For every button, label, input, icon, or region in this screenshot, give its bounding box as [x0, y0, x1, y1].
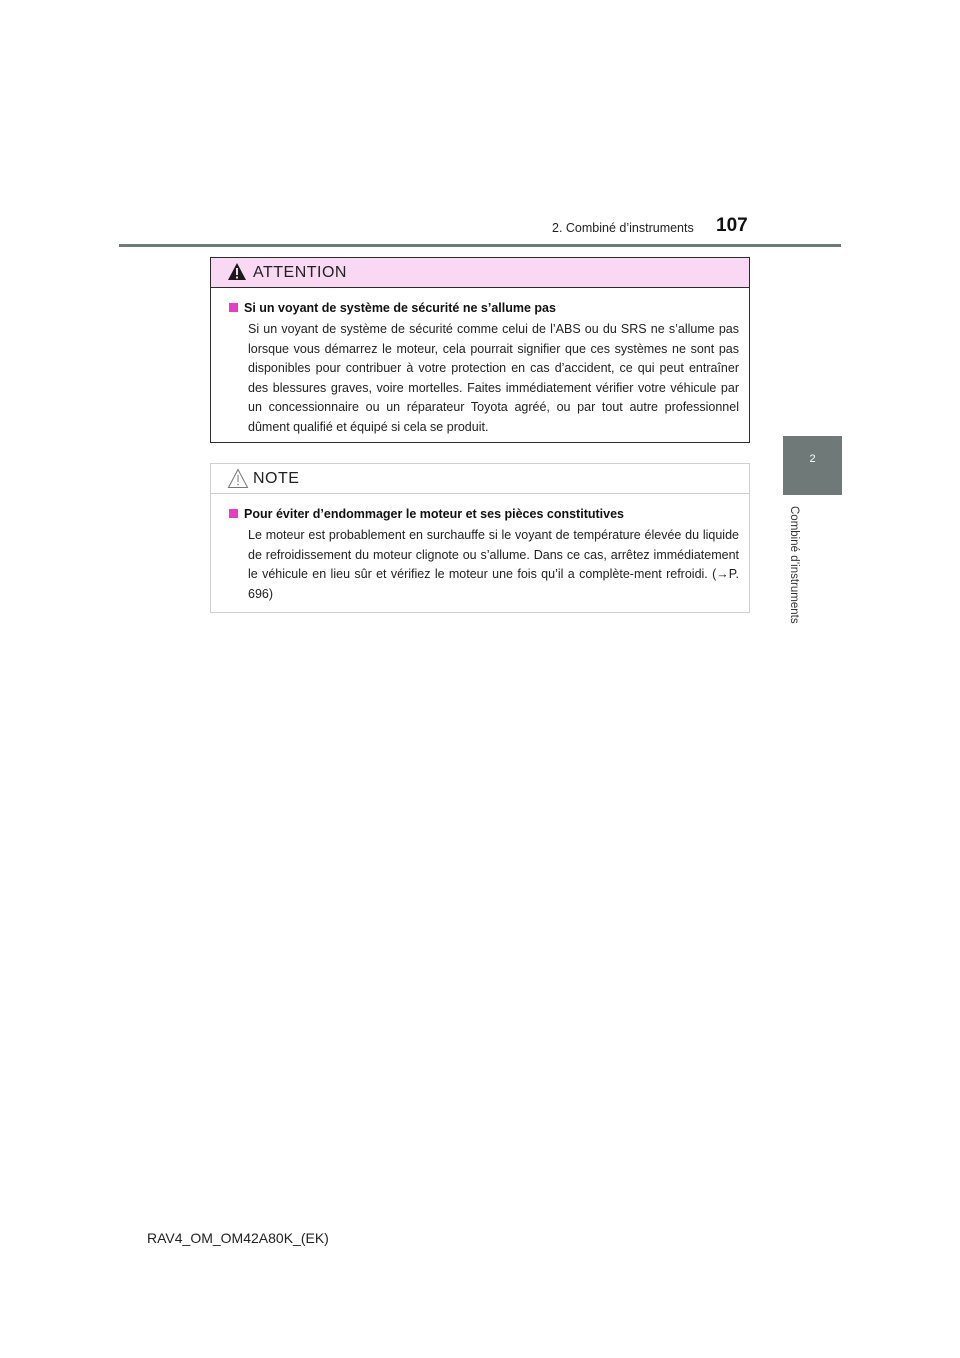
chapter-side-label: [770, 506, 818, 636]
caution-triangle-outline-icon: [227, 468, 249, 494]
square-bullet-icon: [229, 509, 238, 518]
attention-title: ATTENTION: [253, 264, 347, 281]
note-header: [211, 464, 749, 494]
attention-item-title: Si un voyant de système de sécurité ne s’allume pas: [244, 301, 556, 315]
note-item-title: Pour éviter d’endommager le moteur et ses pièces constitutives: [244, 507, 624, 521]
note-title: NOTE: [253, 470, 300, 487]
chapter-side-label-text: Combiné d’instruments: [788, 506, 800, 624]
attention-item-text: Si un voyant de système de sécurité comme celui de l’ABS ou du SRS ne s’allume pas lorsque vous démarrez le moteur, cela pourrait signifier que ces systèmes ne sont pas disponibles pour contribuer à votre protection en cas d’accident, ce qui peut entraîner des blessures graves, voire mortelles. Faites immédiatement vérifier votre véhicule par un concessionnaire ou un réparateur Toyota agréé, ou par tout autre professionnel dûment qualifié et équipé si cela se produit.: [248, 322, 739, 434]
note-item-text: Le moteur est probablement en surchauffe si le voyant de température élevée du liquide de refroidissement du moteur clignote ou s’allume. Dans ce cas, arrêtez immédiatement le véhicule en lieu sûr et vérifiez le moteur une fois qu’il a complète-ment refroidi. (→P. 696): [248, 528, 739, 601]
note-item-title-row: [229, 507, 739, 521]
note-body: [211, 494, 749, 604]
warning-triangle-icon: [227, 262, 247, 286]
attention-item-title-row: [229, 301, 739, 315]
chapter-tab-number: 2: [809, 453, 816, 465]
header-rule: [119, 244, 841, 247]
page-number: 107: [716, 215, 748, 236]
attention-header: [211, 258, 749, 288]
square-bullet-icon: [229, 303, 238, 312]
chapter-tab: [783, 436, 842, 495]
header-section-title: 2. Combiné d’instruments: [552, 221, 694, 235]
attention-box: [210, 257, 750, 443]
note-box: [210, 463, 750, 613]
attention-body: [211, 288, 749, 437]
document-code: RAV4_OM_OM42A80K_(EK): [147, 1230, 329, 1246]
